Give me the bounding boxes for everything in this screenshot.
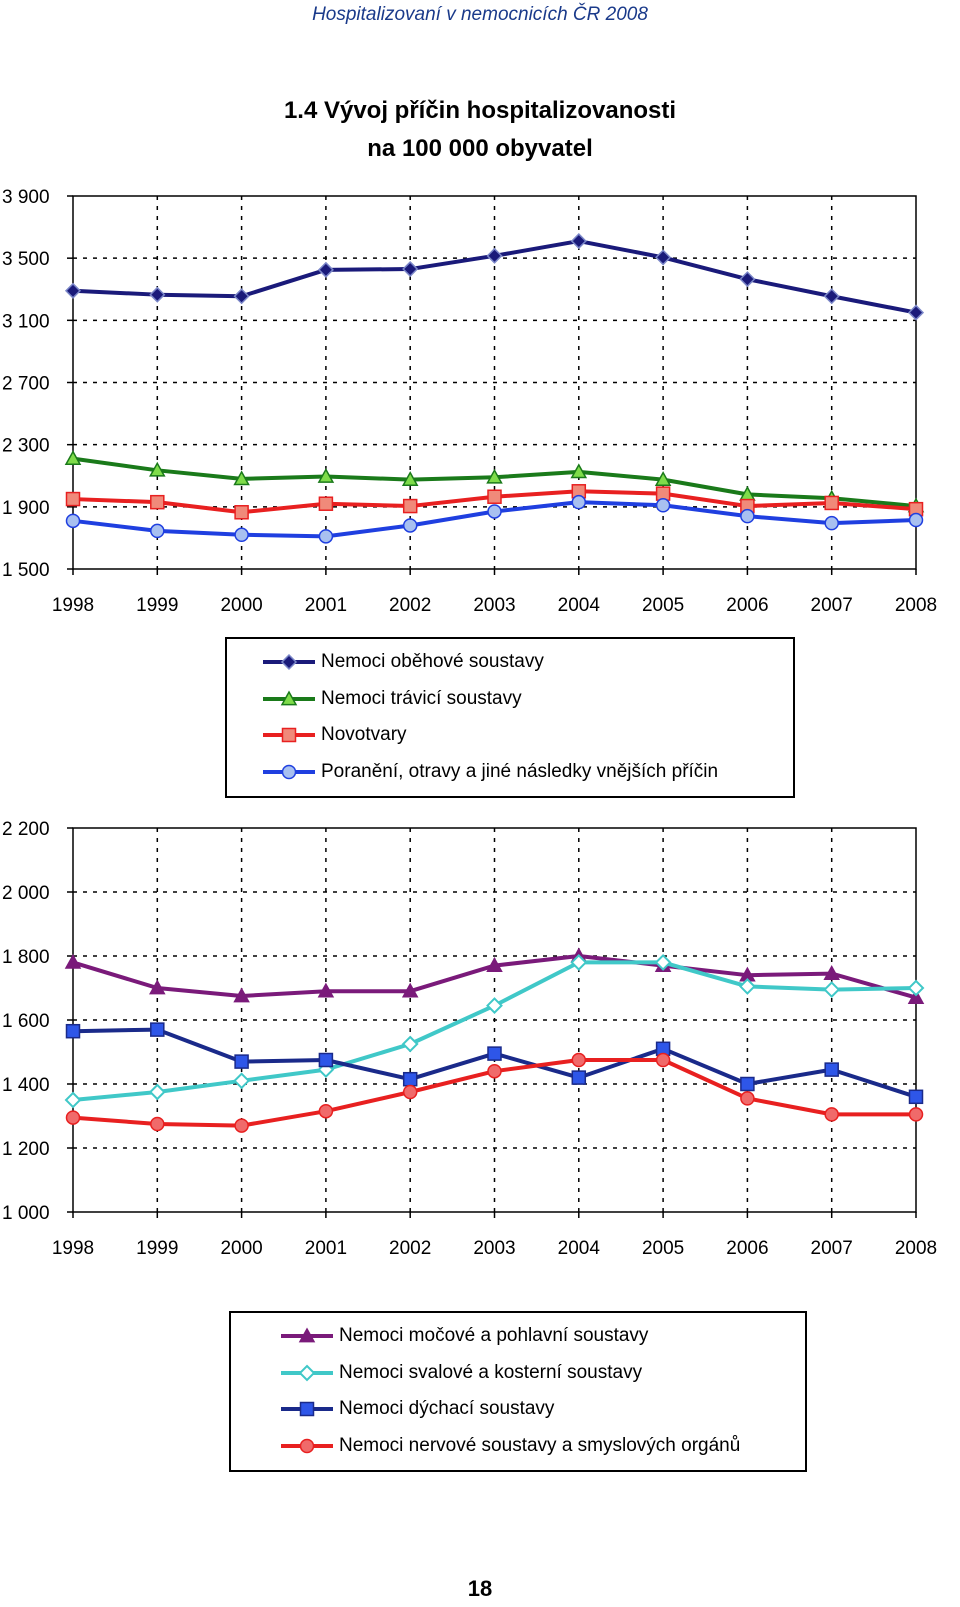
chart2-xtick-label: 1999 xyxy=(136,1238,179,1259)
chart1-series-4-point xyxy=(235,528,248,541)
chart1-series-1-point xyxy=(488,249,502,263)
chart1-legend-label: Nemoci trávicí soustavy xyxy=(321,687,522,709)
chart2-legend-label: Nemoci svalové a kosterní soustavy xyxy=(339,1361,643,1383)
chart2-ytick-label: 1 800 xyxy=(2,947,50,968)
chart1-series-1-point xyxy=(150,288,164,302)
chart2-series-2-point xyxy=(403,1037,417,1051)
chart2-xtick-label: 2000 xyxy=(220,1238,263,1259)
chart1-series-3-point xyxy=(404,500,417,513)
chart1-ytick-label: 2 700 xyxy=(2,373,50,395)
chart2-series-3-point xyxy=(910,1090,923,1103)
chart2-series-4-point xyxy=(910,1108,923,1121)
chart2 xyxy=(2,819,937,1259)
chart1-xtick-label: 2006 xyxy=(726,595,769,616)
chart1-series-4-point xyxy=(151,524,164,537)
chart2-legend-swatch xyxy=(281,1363,333,1383)
chart2-xtick-label: 2008 xyxy=(894,1238,938,1259)
chart2-series-3-point xyxy=(319,1054,332,1067)
chart2-series-2-point xyxy=(150,1085,164,1099)
chart2-series-1-point xyxy=(66,955,80,968)
chart2-xtick-label: 2004 xyxy=(557,1238,600,1259)
chart2-xtick-label: 2006 xyxy=(726,1238,769,1259)
chart2-series-1 xyxy=(66,949,923,1003)
chart1-xtick-label: 2004 xyxy=(557,595,600,616)
chart2-legend-item xyxy=(281,1428,740,1464)
chart1-legend-item xyxy=(263,717,407,753)
chart2-series-2-point xyxy=(909,981,923,995)
legend-swatch-marker xyxy=(283,765,296,778)
chart1-ytick-label: 1 900 xyxy=(2,497,50,519)
chart2-series-4-point xyxy=(825,1108,838,1121)
chart1-series-1-point xyxy=(740,272,754,286)
chart1-legend-label: Nemoci oběhové soustavy xyxy=(321,651,544,672)
chart1-series-1-point xyxy=(825,289,839,303)
chart2-legend-item xyxy=(281,1355,642,1391)
chart2-legend-item xyxy=(281,1318,648,1354)
chart1-series-4-point xyxy=(825,517,838,530)
chart1-series-4-point xyxy=(657,499,670,512)
chart1-legend-swatch xyxy=(263,762,315,782)
chart1 xyxy=(2,187,937,616)
legend-swatch-marker xyxy=(300,1366,314,1380)
chart2-legend xyxy=(229,1311,807,1472)
chart1-ytick-label: 1 500 xyxy=(2,560,50,581)
chart-title-line2: na 100 000 obyvatel xyxy=(367,135,593,162)
chart1-series-1-point xyxy=(403,262,417,276)
chart2-xtick-label: 1998 xyxy=(51,1238,95,1259)
chart2-xtick-label: 2007 xyxy=(810,1238,853,1259)
chart1-series-3-point xyxy=(151,496,164,509)
chart2-series-3-point xyxy=(151,1023,164,1036)
chart1-xtick-label: 2008 xyxy=(894,595,938,616)
chart1-series-4-point xyxy=(488,505,501,518)
chart1-series-1-point xyxy=(235,289,249,303)
chart1-xtick-label: 2003 xyxy=(473,595,516,616)
legend-swatch-marker xyxy=(282,655,296,669)
chart2-series-4-point xyxy=(404,1086,417,1099)
chart2-series-2-point xyxy=(825,983,839,997)
chart1-series-4-point xyxy=(910,514,923,527)
chart1-legend-label: Poranění, otravy a jiné následky vnějších příčin xyxy=(321,760,719,782)
chart2-series-4-point xyxy=(151,1118,164,1131)
chart1-legend-item xyxy=(263,644,544,680)
chart2-xtick-label: 2001 xyxy=(304,1238,348,1259)
chart2-ytick-label: 1 200 xyxy=(2,1139,50,1160)
chart2-ytick-label: 2 000 xyxy=(2,883,50,904)
chart2-series-3-point xyxy=(825,1063,838,1076)
chart2-ytick-label: 1 400 xyxy=(2,1075,50,1096)
chart1-series-4-point xyxy=(741,510,754,523)
chart2-series-4-point xyxy=(572,1054,585,1067)
chart2-ytick-label: 1 000 xyxy=(2,1203,50,1224)
chart2-series-4-point xyxy=(741,1092,754,1105)
chart2-legend-swatch xyxy=(281,1399,333,1419)
chart2-xtick-label: 2005 xyxy=(641,1238,685,1259)
chart1-series-4-point xyxy=(319,530,332,543)
chart1-series-3-point xyxy=(67,493,80,506)
chart1-legend-item xyxy=(263,681,522,717)
chart1-xtick-label: 2001 xyxy=(304,595,348,616)
chart2-xtick-label: 2003 xyxy=(473,1238,516,1259)
chart1-series-3-point xyxy=(235,506,248,519)
legend-swatch-marker xyxy=(283,729,296,742)
page-header: Hospitalizovaní v nemocnicích ČR 2008 xyxy=(312,4,648,25)
chart2-legend-item xyxy=(281,1391,554,1427)
chart2-series-4-point xyxy=(657,1054,670,1067)
chart1-series-1-point xyxy=(319,263,333,277)
chart1-series-3-point xyxy=(319,497,332,510)
chart1-legend-swatch xyxy=(263,652,315,672)
chart1-ytick-label: 3 500 xyxy=(2,249,50,271)
chart1-series-1-point xyxy=(656,250,670,264)
chart2-legend-swatch xyxy=(281,1326,333,1346)
chart1-series-3-point xyxy=(825,496,838,509)
chart1-legend-item xyxy=(263,754,718,790)
chart1-ytick-label: 2 300 xyxy=(2,435,50,457)
chart1-legend xyxy=(225,637,795,798)
chart2-series-4-point xyxy=(235,1119,248,1132)
chart1-series-1-point xyxy=(909,306,923,320)
chart2-ytick-label: 2 200 xyxy=(2,819,50,840)
chart1-xtick-label: 2002 xyxy=(389,595,432,616)
chart1-ytick-label: 3 100 xyxy=(2,311,50,333)
chart1-ytick-label: 3 900 xyxy=(2,187,50,208)
chart2-xtick-label: 2002 xyxy=(389,1238,432,1259)
chart2-series-3-point xyxy=(235,1055,248,1068)
chart2-series-2-point xyxy=(488,999,502,1013)
chart1-xtick-label: 2000 xyxy=(220,595,263,616)
chart1-series-1-point xyxy=(66,284,80,298)
chart2-series-2-point xyxy=(235,1074,249,1088)
chart1-xtick-label: 2007 xyxy=(810,595,853,616)
chart1-series-1-point xyxy=(572,234,586,248)
chart2-legend-label: Nemoci močové a pohlavní soustavy xyxy=(339,1325,649,1346)
chart2-legend-label: Nemoci dýchací soustavy xyxy=(339,1398,555,1419)
chart2-ytick-label: 1 600 xyxy=(2,1011,50,1032)
chart2-series-3-point xyxy=(67,1025,80,1038)
chart1-series-4-point xyxy=(67,514,80,527)
page-number: 18 xyxy=(467,1576,493,1601)
chart1-legend-swatch xyxy=(263,725,315,745)
chart2-series-4-point xyxy=(488,1065,501,1078)
legend-swatch-marker xyxy=(301,1439,314,1452)
chart1-series-4-point xyxy=(572,496,585,509)
chart2-series-3-point xyxy=(572,1071,585,1084)
chart1-xtick-label: 2005 xyxy=(641,595,685,616)
chart-title-line1: 1.4 Vývoj příčin hospitalizovanosti xyxy=(283,97,677,124)
chart1-xtick-label: 1999 xyxy=(136,595,179,616)
chart1-legend-label: Novotvary xyxy=(321,724,407,745)
chart1-series-3-point xyxy=(488,490,501,503)
chart2-series-4-point xyxy=(319,1105,332,1118)
chart2-series-3-point xyxy=(404,1073,417,1086)
chart2-legend-swatch xyxy=(281,1436,333,1456)
chart2-series-4-point xyxy=(67,1111,80,1124)
chart2-series-3-point xyxy=(741,1078,754,1091)
chart1-series-4-point xyxy=(404,519,417,532)
chart2-series-2-point xyxy=(66,1093,80,1107)
chart1-xtick-label: 1998 xyxy=(51,595,95,616)
chart2-legend-label: Nemoci nervové soustavy a smyslových orgánů xyxy=(339,1434,741,1456)
chart1-legend-swatch xyxy=(263,689,315,709)
legend-swatch-marker xyxy=(301,1403,314,1416)
chart2-series-3-point xyxy=(488,1047,501,1060)
